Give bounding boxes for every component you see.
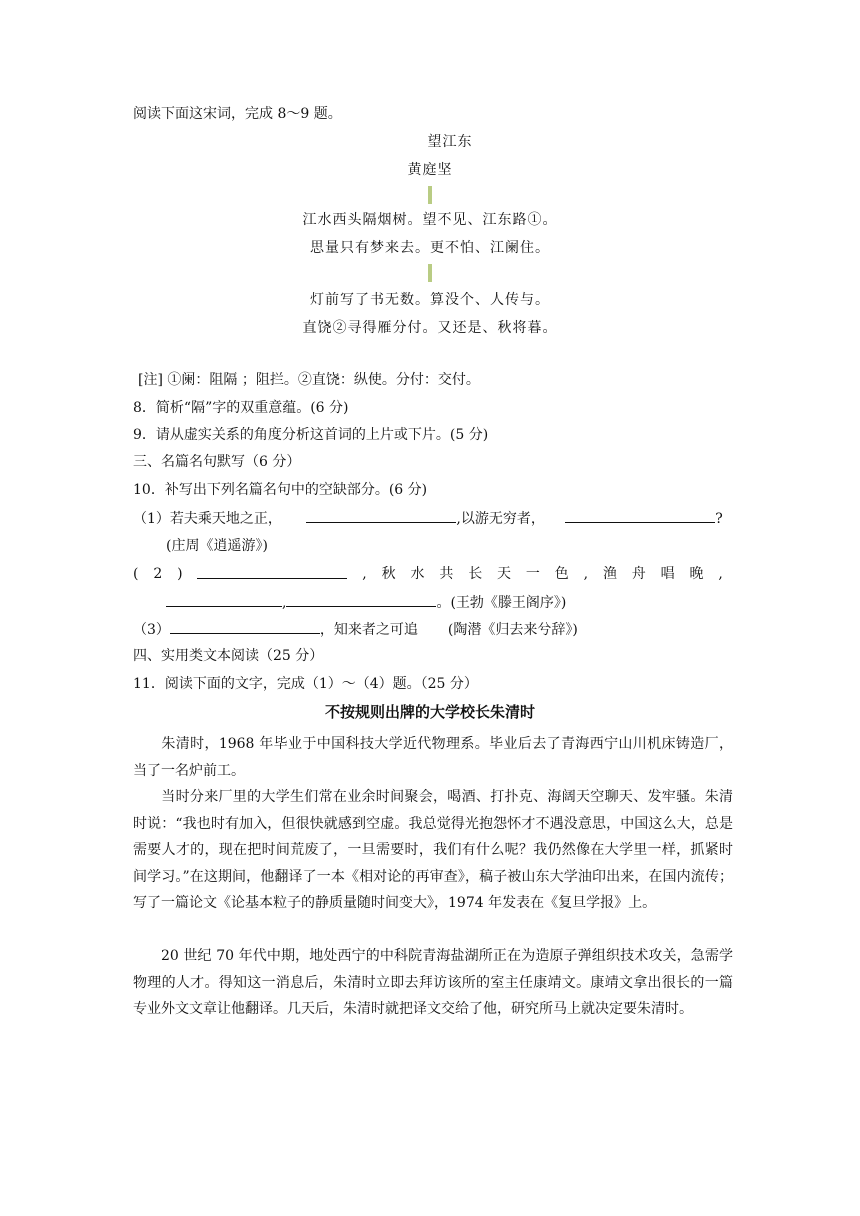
q10-2-char: 舟 (631, 566, 646, 582)
stanza-divider-2 (428, 264, 432, 282)
q10-1-end: ? (715, 511, 723, 527)
q10-2-char: 2 (153, 566, 163, 582)
q10-item-1 (133, 508, 723, 529)
poem-note: [注] ①阑：阻隔 ；阻拦。②直饶：纵使。分付：交付。 (138, 372, 480, 388)
q10-1-source: (庄周《逍遥游》) (166, 538, 268, 554)
q10-3-source: (陶潜《归去来兮辞》) (447, 622, 578, 638)
q10-2-blank-c[interactable] (286, 592, 436, 607)
reading-intro: 阅读下面这宋词，完成 8～9 题。 (133, 106, 342, 122)
q10-2-char: 一 (525, 566, 540, 582)
q10-item-3 (133, 619, 578, 640)
q10-2-char: , (583, 566, 589, 582)
q10-1-middle: ,以游无穷者， (456, 511, 545, 527)
q10-3-prefix: （3） (133, 622, 170, 638)
q10-2-char: ) (177, 566, 183, 582)
q10-2-char: 渔 (602, 566, 617, 582)
q10-2-char: ( (133, 566, 139, 582)
section-3-heading: 三、名篇名句默写（6 分） (133, 454, 301, 470)
article-paragraph-1: 朱清时，1968 年毕业于中国科技大学近代物理系。毕业后去了青海西宁山川机床铸造厂，当了一名炉前工。 (133, 736, 733, 779)
q10-2-char: , (362, 566, 367, 582)
q10-2-char: 色 (554, 566, 569, 582)
q10-item-2 (133, 564, 723, 584)
question-10: 10．补写出下列名篇名句中的空缺部分。(6 分) (133, 482, 428, 498)
question-9: 9．请从虚实关系的角度分析这首词的上片或下片。(5 分) (133, 427, 489, 443)
q10-2-blank-a[interactable] (197, 564, 347, 579)
q10-2-char: 天 (497, 566, 512, 582)
q10-3-blank[interactable] (170, 619, 320, 634)
q10-2-comma: , (282, 595, 287, 611)
q10-1-blank-b[interactable] (565, 508, 715, 523)
question-8: 8．简析“隔”字的双重意蕴。(6 分) (133, 400, 349, 416)
q10-2-char: 水 (410, 566, 425, 582)
stanza-divider-1 (428, 186, 432, 204)
q10-1-blank-a[interactable] (306, 508, 456, 523)
q10-2-char: , (718, 566, 723, 582)
q10-3-middle: ，知来者之可追 (319, 622, 418, 638)
article-title: 不按规则出牌的大学校长朱清时 (324, 703, 535, 721)
q10-2-char: 唱 (660, 566, 675, 582)
q10-2-second-line (166, 592, 566, 613)
poem-line-2: 思量只有梦来去。更不怕、江阑住。 (310, 240, 550, 256)
section-4-heading: 四、实用类文本阅读（25 分） (133, 648, 324, 664)
poem-author: 黄庭坚 (407, 162, 453, 178)
q10-2-char: 共 (439, 566, 454, 582)
q10-2-char: 晚 (689, 566, 704, 582)
q10-2-char: 秋 (381, 566, 396, 582)
q10-2-char: 长 (468, 566, 483, 582)
poem-line-3: 灯前写了书无数。算没个、人传与。 (310, 292, 550, 308)
question-11: 11．阅读下面的文字，完成（1）～（4）题。（25 分） (133, 676, 478, 692)
article-paragraph-2: 当时分来厂里的大学生们常在业余时间聚会，喝酒、打扑克、海阔天空聊天、发牢骚。朱清时说：“我也时有加入，但很快就感到空虚。我总觉得光抱怨怀才不遇没意思，中国这么大，总是需要人才的，现在把时间荒废了，一旦需要时，我们有什么呢？我仍然像在大学里一样，抓紧时间学习。”在这期间，他翻译了一本《相对论的再审查》，稿子被山东大学油印出来，在国内流传；写了一篇论文《论基本粒子的静质量随时间变大》，1974 年发表在《复旦学报》上。 (133, 789, 733, 911)
article-paragraph-3: 20 世纪 70 年代中期，地处西宁的中科院青海盐湖所正在为造原子弹组织技术攻关，急需学物理的人才。得知这一消息后，朱清时立即去拜访该所的室主任康靖文。康靖文拿出很长的一篇专业外文文章让他翻译。几天后，朱清时就把译文交给了他，研究所马上就决定要朱清时。 (133, 948, 733, 1017)
poem-title: 望江东 (427, 134, 473, 150)
q10-2-source: 。(王勃《滕王阁序》) (436, 595, 567, 611)
q10-2-blank-b[interactable] (166, 592, 282, 607)
poem-line-1: 江水西头隔烟树。望不见、江东路①。 (302, 212, 558, 228)
q10-1-prefix: （1）若夫乘天地之正， (133, 511, 282, 527)
poem-line-4: 直饶②寻得雁分付。又还是、秋将暮。 (302, 320, 558, 336)
